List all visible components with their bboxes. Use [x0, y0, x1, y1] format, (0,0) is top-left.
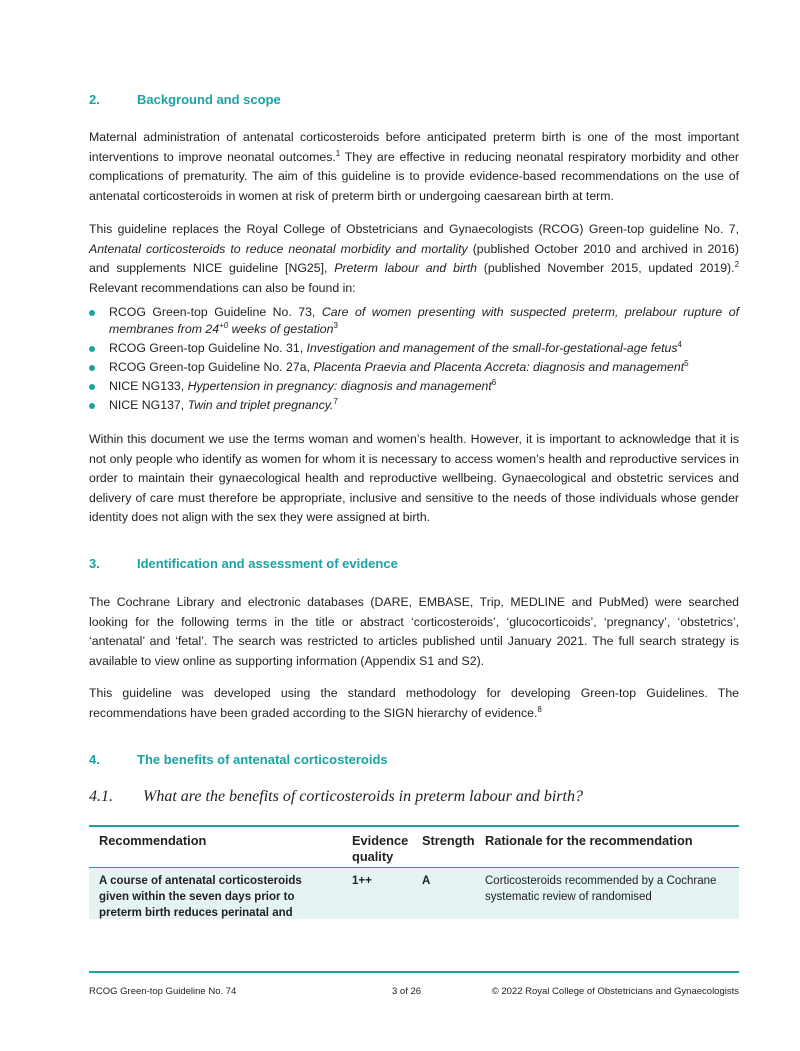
list-item — [89, 378, 739, 395]
list-item-title: Investigation and management of the small-for-gestational-age fetus — [306, 341, 678, 355]
related-guidelines-list — [89, 304, 739, 416]
list-item-title: Hypertension in pregnancy: diagnosis and management — [187, 379, 492, 393]
subsection-number: 4.1. — [89, 788, 113, 805]
list-item-text: NICE NG133, — [109, 379, 188, 393]
citation-ref: 4 — [677, 339, 682, 349]
recommendation-table — [89, 825, 739, 919]
paragraph-search-strategy: The Cochrane Library and electronic databases (DARE, EMBASE, Trip, MEDLINE and PubMed) were searched looking for the following terms in the title or abstract ‘corticosteroids’, ‘glucocorticoids’, ‘pregnancy’, ‘obstetrics’, ‘antenatal’ and ‘fetal’. The search was restricted to articles published until January 2021. The full search strategy is available to view online as supporting information (Appendix S1 and S2). — [89, 595, 739, 668]
bullet-icon — [89, 403, 95, 409]
paragraph-text: Relevant recommendations can also be found in: — [89, 280, 356, 295]
bullet-icon — [89, 310, 95, 316]
footer-guideline-name: RCOG Green-top Guideline No. 74 — [89, 986, 237, 997]
cell-rationale: Corticosteroids recommended by a Cochrane systematic review of randomised — [485, 875, 717, 903]
section-title: The benefits of antenatal corticosteroids — [137, 752, 388, 767]
column-header-recommendation: Recommendation — [99, 833, 207, 848]
paragraph-inclusivity: Within this document we use the terms woman and women’s health. However, it is important to acknowledge that it is not only people who identify as women for whom it is necessary to access women’s health and reproductive services in order to maintain their gynaecological health and reproductive wellbeing. Gynaecological and obstetric services and delivery of care must therefore be appropriate, inclusive and sensitive to the needs of those individuals whose gender identity does not align with the sex they were assigned at birth. — [89, 432, 739, 524]
paragraph-text: They are effective in reducing neonatal respiratory morbidity and other complications of prematurity. The aim of this guideline is to provide evidence-based recommendations on the use of antenatal corticosteroids in women at risk of preterm birth or undergoing caesarean birth at term. — [89, 149, 739, 203]
section-number: 3. — [89, 556, 100, 571]
list-item-text: RCOG Green-top Guideline No. 27a, — [109, 360, 314, 374]
subsection-question — [89, 788, 583, 806]
paragraph-text: Maternal administration of antenatal corticosteroids before anticipated preterm birth is one of the most important interventions to improve neonatal outcomes. — [89, 130, 739, 164]
table-header — [89, 827, 739, 868]
column-header-strength: Strength — [422, 833, 475, 848]
section-number: 2. — [89, 92, 100, 107]
bullet-icon — [89, 346, 95, 352]
list-item-title: weeks of gestation — [228, 322, 334, 336]
list-item-text: RCOG Green-top Guideline No. 73, — [109, 305, 322, 319]
document-page — [89, 0, 739, 1051]
list-item-text: NICE NG137, — [109, 398, 188, 412]
paragraph-text: This guideline replaces the Royal College of Obstetricians and Gynaecologists (RCOG) Green-top guideline No. 7, — [89, 222, 739, 236]
paragraph-background-2 — [89, 220, 739, 298]
cell-recommendation: A course of antenatal corticosteroids given within the seven days prior to preterm birth reduces perinatal and — [99, 875, 302, 919]
footer-copyright: © 2022 Royal College of Obstetricians and Gynaecologists — [491, 986, 739, 997]
cell-strength: A — [422, 875, 431, 887]
subsection-question-text: What are the benefits of corticosteroids in preterm labour and birth? — [143, 788, 583, 805]
column-header-evidence-quality: Evidence quality — [352, 833, 409, 864]
list-item — [89, 340, 739, 357]
paragraph-background-1 — [89, 128, 739, 206]
citation-ref: 1 — [335, 148, 341, 158]
paragraph-text: This guideline was developed using the standard methodology for developing Green-top Guidelines. The recommendations have been graded according to the SIGN hierarchy of evidence. — [89, 686, 739, 720]
section-heading-3 — [89, 556, 398, 571]
list-item — [89, 397, 739, 414]
bullet-icon — [89, 384, 95, 390]
paragraph-text: (published October 2010 and archived in 2016) and supplements NICE guideline [NG25], — [89, 241, 739, 275]
citation-ref: 5 — [684, 358, 689, 368]
footer-page-number: 3 of 26 — [392, 986, 422, 997]
list-item-title: Twin and triplet pregnancy. — [187, 398, 334, 412]
footer-rule — [89, 971, 739, 973]
section-title: Identification and assessment of evidence — [137, 556, 398, 571]
table-row — [89, 868, 739, 919]
list-item — [89, 359, 739, 376]
bullet-icon — [89, 365, 95, 371]
citation-ref: 3 — [333, 320, 338, 330]
citation-ref: 8 — [537, 704, 542, 714]
citation-ref: 2 — [734, 259, 740, 269]
paragraph-methodology — [89, 684, 739, 723]
list-item-title: Care of women presenting with suspected preterm, prelabour rupture of membranes from 24 — [109, 305, 739, 336]
citation-ref: 7 — [333, 396, 338, 406]
section-number: 4. — [89, 752, 100, 767]
guideline-title: Preterm labour and birth — [334, 261, 477, 275]
guideline-title: Antenatal corticosteroids to reduce neonatal morbidity and mortality — [89, 241, 468, 256]
section-title: Background and scope — [137, 92, 281, 107]
list-item-text: RCOG Green-top Guideline No. 31, — [109, 341, 307, 355]
section-heading-2 — [89, 92, 281, 107]
cell-evidence-quality: 1++ — [352, 875, 372, 887]
list-item — [89, 304, 739, 338]
column-header-rationale: Rationale for the recommendation — [485, 833, 693, 848]
paragraph-text: (published November 2015, updated 2019). — [477, 261, 735, 275]
list-item-title: Placenta Praevia and Placenta Accreta: diagnosis and management — [313, 360, 685, 374]
section-heading-4 — [89, 752, 388, 767]
superscript: +0 — [219, 320, 229, 330]
citation-ref: 6 — [491, 377, 497, 387]
